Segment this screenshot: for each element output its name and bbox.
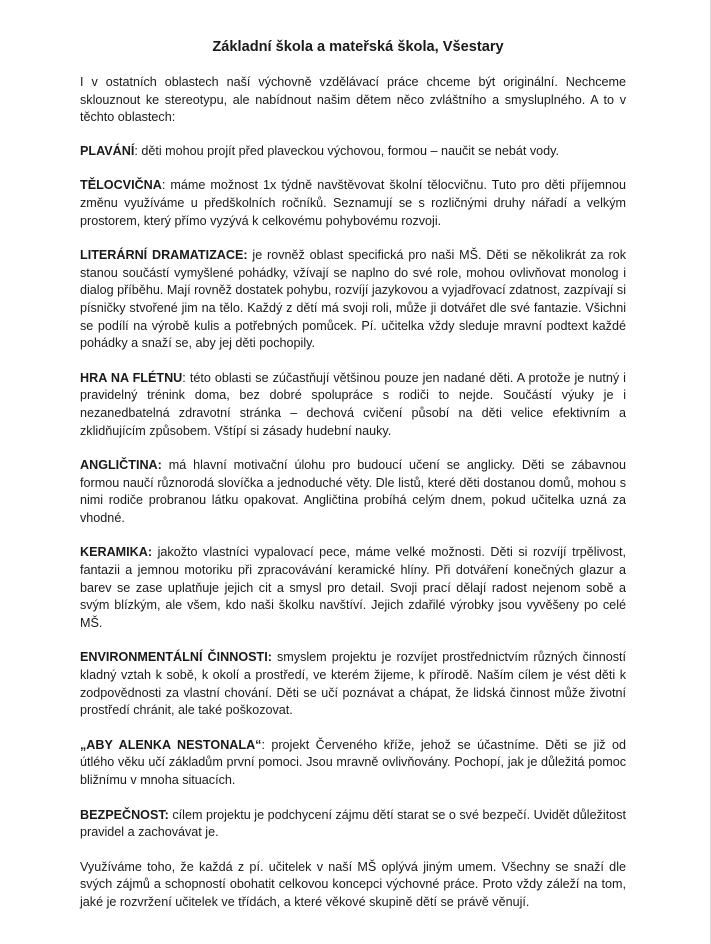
- section-bezpecnost: [80, 807, 626, 842]
- section-text: : děti mohou projít před plaveckou výchovou, formou – naučit se nebát vody.: [134, 143, 560, 158]
- section-heading: LITERÁRNÍ DRAMATIZACE:: [80, 248, 248, 263]
- closing-paragraph: Využíváme toho, že každá z pí. učitelek v naší MŠ oplývá jiným umem. Všechny se snaží dle svých zájmů a schopností obohatit celkovou koncepci výchovné práce. Proto vždy záleží na tom, jaké je rozvržení učitelek ve třídách, a které věkové skupině dětí se právě věnují.: [80, 859, 626, 909]
- section-heading: BEZPEČNOST:: [80, 807, 169, 822]
- section-literarni-dramatizace: [80, 247, 626, 353]
- section-text: je rovněž oblast specifická pro naši MŠ. Děti se několikrát za rok stanou součástí vymyšlené pohádky, vžívají se naplno do své role, mohou ovlivňovat monolog i dialog příběhu. Mají rovněž dostatek pohybu, rozvíjí jazykovou a vyjadřovací zdatnost, zazpívají si písničky stvořené jim na tělo. Každý z dětí má svoji roli, může ji dotvářet dle své fantazie. Všichni se podílí na výrobě kulis a potřebných pomůcek. Pí. učitelka vždy sleduje mravní podtext každé pohádky a snaží se, aby jej děti pochopily.: [80, 248, 627, 351]
- section-heading: TĚLOCVIČNA: [80, 178, 162, 193]
- section-text: : projekt Červeného kříže, jehož se účastníme. Děti se již od útlého věku učí základům první pomoci. Jsou mravně ovlivňovány. Pochopí, jak je důležitá pomoc bližnímu v mnoha situacích.: [80, 737, 627, 787]
- section-hra-na-fletnu: [80, 370, 626, 440]
- section-text: : této oblasti se zúčastňují většinou pouze jen nadané děti. A protože je nutný i pravidelný trénink doma, bez dobré spolupráce s rodiči to nejde. Součástí výuky je i nezanedbatelná zdravotní stránka – dechová cvičení působí na děti velice efektivním a zklidňujícím způsobem. Vštípí si zásady hudební nauky.: [80, 370, 626, 438]
- section-heading: ANGLIČTINA:: [80, 458, 162, 473]
- section-heading: PLAVÁNÍ: [80, 143, 135, 158]
- section-heading: „ABY ALENKA NESTONALA“: [80, 737, 262, 752]
- section-telocvicna: [80, 177, 626, 230]
- section-text: cílem projektu je podchycení zájmu dětí starat se o své bezpečí. Uvidět důležitost pravidel a zachovávat je.: [80, 807, 626, 840]
- section-aby-alenka-nestonala: [80, 737, 626, 790]
- section-anglictina: [80, 457, 626, 527]
- section-heading: KERAMIKA:: [80, 545, 153, 560]
- section-text: smyslem projektu je rozvíjet prostřednictvím různých činností kladný vztah k sobě, k okolí a prostředí, ve kterém žijeme, k přírodě. Naším cílem je vést děti k zodpovědnosti za vlastní chování. Děti se učí poznávat a chápat, že lidská činnost může životní prostředí chránit, ale také poškozovat.: [80, 650, 626, 718]
- section-heading: HRA NA FLÉTNU: [80, 370, 183, 385]
- section-keramika: [80, 544, 626, 632]
- section-heading: ENVIRONMENTÁLNÍ ČINNOSTI:: [80, 650, 272, 665]
- document-title: Základní škola a mateřská škola, Všestary: [212, 39, 504, 55]
- section-environmentalni-cinnosti: [80, 649, 626, 719]
- section-text: jakožto vlastníci vypalovací pece, máme velké možnosti. Děti si rozvíjí trpělivost, fantazii a jemnou motoriku při zpracovávání keramické hlíny. Při dotváření konečných glazur a barev se zase uplatňuje jejich cit a smysl pro detail. Svoji prací dělají radost nejenom sobě a svým blízkým, ale všem, kdo naši školku navštíví. Jejich zdařilé výrobky jsou vyvěšeny po celé MŠ.: [80, 545, 626, 630]
- section-plavani: [80, 143, 626, 161]
- section-text: : máme možnost 1x týdně navštěvovat školní tělocvičnu. Tuto pro děti příjemnou změnu využíváme u předškolních ročníků. Seznamují se s rozličnými druhy nářadí a velkým prostorem, který přímo vyzývá k celkovému pohybovému rozvoji.: [80, 178, 626, 228]
- section-text: má hlavní motivační úlohu pro budoucí učení se anglicky. Děti se zábavnou formou naučí různorodá slovíčka a jednoduché věty. Dle listů, které děti dostanou domů, mohou s nimi rodiče probranou látku opakovat. Angličtina probíhá celým dnem, pokud učitelka uzná za vhodné.: [80, 458, 626, 525]
- intro-paragraph: I v ostatních oblastech naší výchovně vzdělávací práce chceme být originální. Nechceme sklouznout ke stereotypu, ale nabídnout našim dětem něco zvláštního a smysluplného. A to v těchto oblastech:: [80, 75, 626, 125]
